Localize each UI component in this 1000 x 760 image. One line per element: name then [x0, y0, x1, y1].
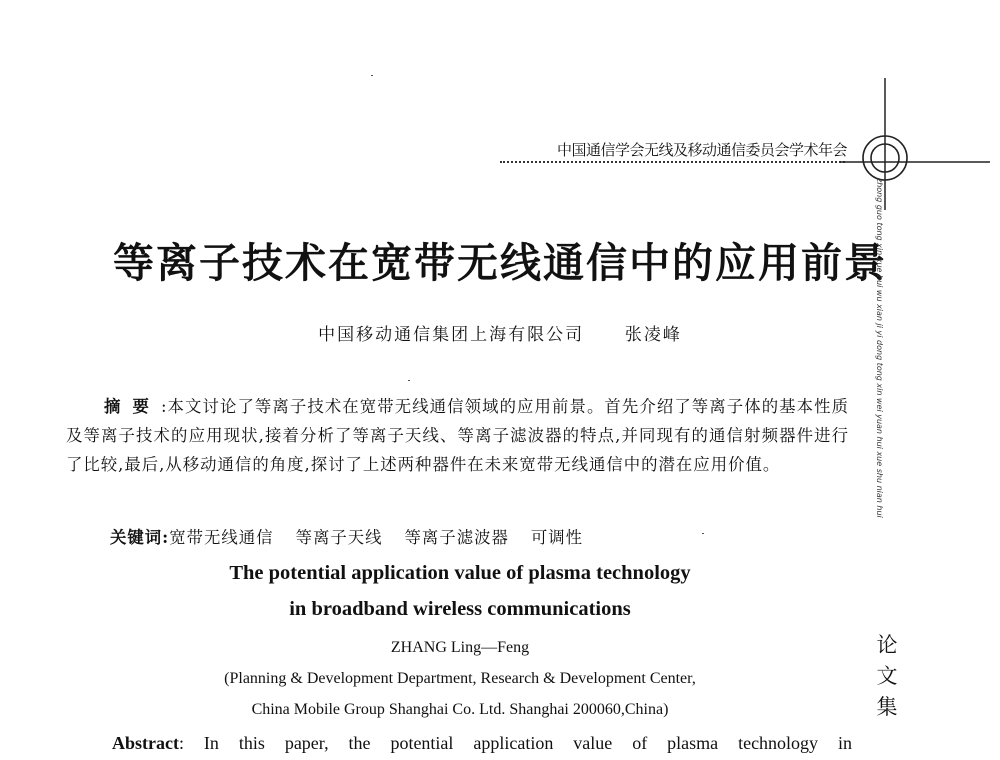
scan-speck [371, 75, 373, 76]
keyword: 等离子滤波器 [404, 528, 509, 547]
side-pinyin-text: zhong guo tong xin xue hui wu xian ji yi dong tong xin wei yuan hui xue shu nian hui [875, 178, 884, 518]
conference-header: 中国通信学会无线及移动通信委员会学术年会 [556, 141, 847, 159]
abstract-english [112, 733, 852, 754]
author-name-chinese: 张凌峰 [624, 325, 682, 345]
scan-speck [408, 380, 410, 381]
keyword: 等离子天线 [295, 528, 383, 547]
abstract-text-english: : In this paper, the potential application value of plasma technology in [178, 733, 852, 753]
keywords-line [110, 524, 605, 548]
side-label-proceedings: 论文集 [876, 633, 898, 719]
affiliation-english-line-1: (Planning & Development Department, Research & Development Center, [224, 670, 696, 687]
keyword: 可调性 [530, 528, 584, 547]
crosshair-mark-icon [840, 70, 990, 220]
keywords-label: 关键词: [110, 528, 170, 547]
abstract-chinese [66, 392, 849, 479]
affiliation-english-line-2: China Mobile Group Shanghai Co. Ltd. Shanghai 200060,China) [251, 701, 669, 718]
scan-speck [702, 533, 704, 534]
author-line-chinese [0, 320, 1000, 345]
author-affiliation-chinese: 中国移动通信集团上海有限公司 [318, 325, 585, 345]
paper-title-chinese: 等离子技术在宽带无线通信中的应用前景 [113, 239, 887, 287]
abstract-text-chinese: :本文讨论了等离子技术在宽带无线通信领域的应用前景。首先介绍了等离子体的基本性质及等离子技术的应用现状,接着分析了等离子天线、等离子滤波器的特点,并同现有的通信射频器件进行了比较,最后,从移动通信的角度,探讨了上述两种器件在未来宽带无线通信中的潜在应用价值。 [66, 397, 849, 474]
paper-title-english-line-2: in broadband wireless communications [289, 598, 631, 620]
author-name-english: ZHANG Ling—Feng [390, 639, 530, 656]
abstract-label-english: Abstract [112, 733, 179, 753]
header-dotted-rule [500, 161, 845, 163]
paper-title-english-line-1: The potential application value of plasma technology [229, 562, 691, 584]
abstract-label-chinese: 摘要 [104, 397, 161, 416]
keyword: 宽带无线通信 [169, 528, 274, 547]
